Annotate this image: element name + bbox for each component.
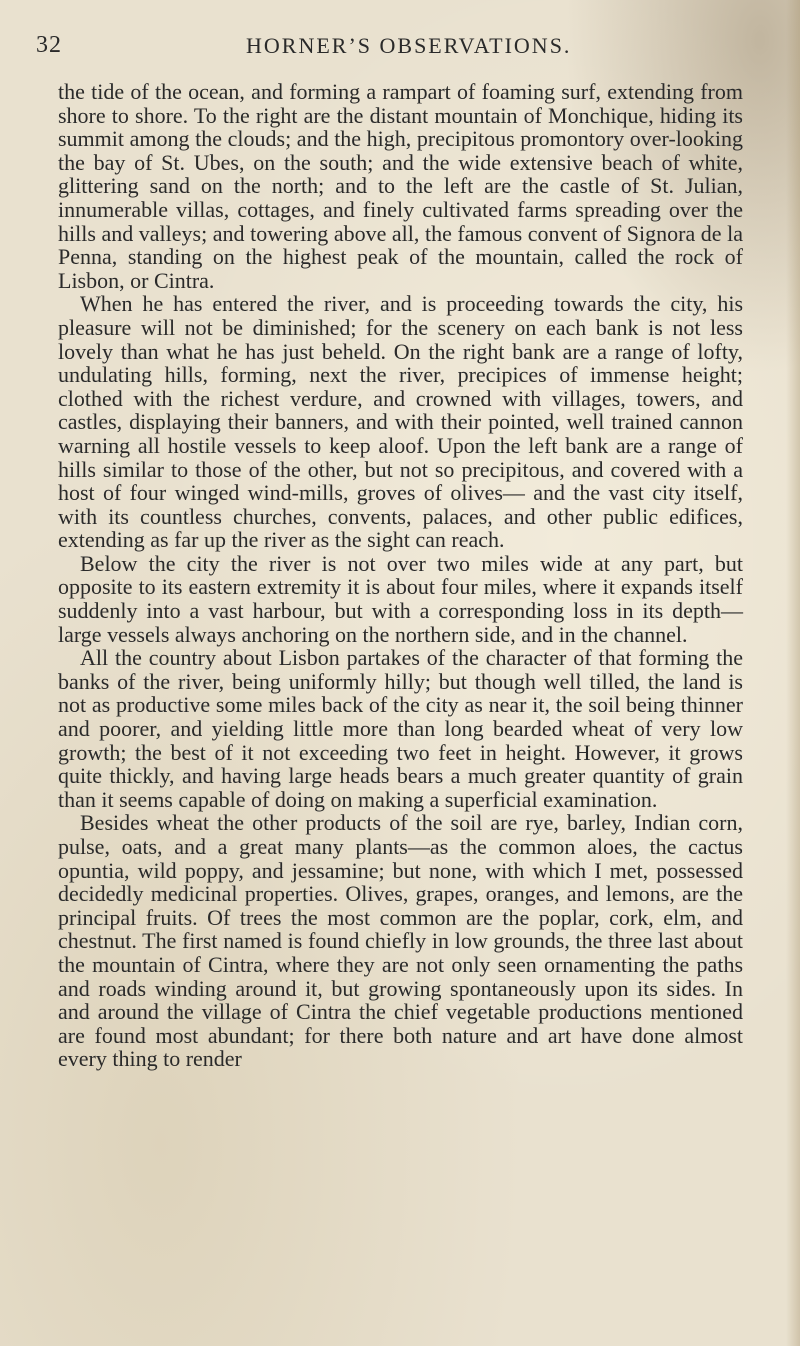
page-number: 32 (36, 32, 62, 58)
paragraph-country: All the country about Lisbon partakes of the character of that forming the banks of the river, being uniformly hilly; but though well tilled, the land is not as productive some miles back of the city as near it, the soil being thinner and poorer, and yielding little more than long bearded wheat of very low growth; the best of it not exceeding two feet in height. However, it grows quite thickly, and having large heads bears a much greater quantity of grain than it seems capable of doing on making a superficial examination. (58, 645, 743, 812)
paragraph-continuation: the tide of the ocean, and forming a rampart of foaming surf, extending from shore to shore. To the right are the distant mountain of Monchique, hiding its summit among the clouds; and the high, precipitous promontory over-looking the bay of St. Ubes, on the south; and the wide extensive beach of white, glittering sand on the north; and to the left are the castle of St. Julian, innumerable villas, cottages, and finely cultivated farms spreading over the hills and valleys; and towering above all, the famous convent of Signora de la Penna, standing on the highest peak of the mountain, called the rock of Lisbon, or Cintra. (58, 79, 743, 293)
running-title: HORNER’S OBSERVATIONS. (246, 33, 572, 58)
paragraph-products: Besides wheat the other products of the soil are rye, barley, Indian corn, pulse, oats, and a great many plants—as the common aloes, the cactus opuntia, wild poppy, and jessamine; but none, with which I met, possessed decidedly medicinal properties. Olives, grapes, oranges, and lemons, are the principal fruits. Of trees the most common are the poplar, cork, elm, and chestnut. The first named is found chiefly in low grounds, the three last about the mountain of Cintra, where they are not only seen ornamenting the paths and roads winding around it, but growing spontaneously upon its sides. In and around the village of Cintra the chief vegetable productions mentioned are found most abundant; for there both nature and art have done almost every thing to render (58, 810, 743, 1072)
body-text (58, 80, 743, 1071)
running-head (36, 32, 736, 62)
paragraph-river-scenery: When he has entered the river, and is proceeding towards the city, his pleasure will not be diminished; for the scenery on each bank is not less lovely than what he has just beheld. On the right bank are a range of lofty, undulating hills, forming, next the river, precipices of immense height; clothed with the richest verdure, and crowned with villages, towers, and castles, displaying their banners, and with their pointed, well trained cannon warning all hostile vessels to keep aloof. Upon the left bank are a range of hills similar to those of the other, but not so precipitous, and covered with a host of four winged wind-mills, groves of olives— and the vast city itself, with its countless churches, convents, palaces, and other public edifices, extending as far up the river as the sight can reach. (58, 291, 743, 553)
page-edge-stain (786, 0, 800, 1346)
paragraph-harbour: Below the city the river is not over two miles wide at any part, but opposite to its eastern extremity it is about four miles, where it expands itself suddenly into a vast harbour, but with a corresponding loss in its depth—large vessels always anchoring on the northern side, and in the channel. (58, 550, 743, 647)
